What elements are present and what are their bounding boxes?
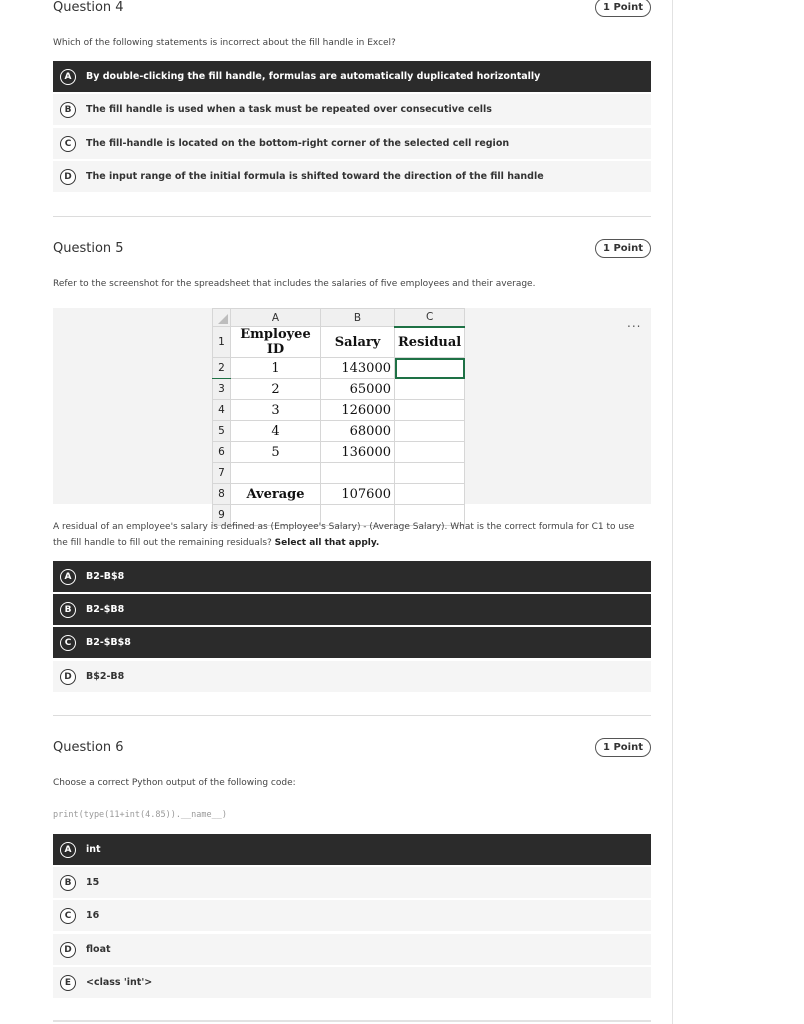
option-label: The fill handle is used when a task must be repeated over consecutive cells bbox=[86, 104, 492, 115]
option-letter-badge: C bbox=[60, 136, 76, 152]
python-code-snippet: print(type(11+int(4.85)).__name__) bbox=[53, 810, 227, 820]
question-5-title: Question 5 bbox=[53, 241, 124, 256]
option-label: <class 'int'> bbox=[86, 977, 153, 988]
option-letter-badge: A bbox=[60, 569, 76, 585]
right-border-rule bbox=[672, 0, 673, 1024]
option-label: By double-clicking the fill handle, formulas are automatically duplicated horizontally bbox=[86, 71, 541, 82]
q6-option-a[interactable] bbox=[53, 834, 651, 865]
cell-a7 bbox=[231, 463, 321, 484]
option-letter-badge: D bbox=[60, 942, 76, 958]
option-label: 15 bbox=[86, 877, 100, 888]
cell-a5: 4 bbox=[231, 421, 321, 442]
cell-b5: 68000 bbox=[321, 421, 395, 442]
question-6-title: Question 6 bbox=[53, 740, 124, 755]
q6-option-e[interactable] bbox=[53, 967, 651, 998]
q5-option-c[interactable] bbox=[53, 627, 651, 658]
row-number: 5 bbox=[213, 421, 231, 442]
cell-a3: 2 bbox=[231, 379, 321, 400]
option-letter-badge: C bbox=[60, 908, 76, 924]
spreadsheet-row bbox=[213, 484, 465, 505]
option-letter-badge: D bbox=[60, 669, 76, 685]
question-5-description bbox=[53, 519, 651, 551]
row-number: 9 bbox=[213, 505, 231, 526]
cell-c3 bbox=[395, 379, 465, 400]
option-letter-badge: E bbox=[60, 975, 76, 991]
cell-c6 bbox=[395, 442, 465, 463]
q6-option-b[interactable] bbox=[53, 867, 651, 898]
cell-c8 bbox=[395, 484, 465, 505]
spreadsheet-column-header-row bbox=[213, 309, 465, 327]
option-letter-badge: A bbox=[60, 842, 76, 858]
cell-b8: 107600 bbox=[321, 484, 395, 505]
q5-option-d[interactable] bbox=[53, 661, 651, 692]
option-label: The input range of the initial formula is shifted toward the direction of the fill handle bbox=[86, 171, 544, 182]
q5-option-a[interactable] bbox=[53, 561, 651, 592]
question-5-prompt: Refer to the screenshot for the spreadsheet that includes the salaries of five employees and their average. bbox=[53, 279, 536, 289]
row-number: 2 bbox=[213, 358, 231, 379]
option-letter-badge: B bbox=[60, 602, 76, 618]
question-5-points-badge: 1 Point bbox=[595, 239, 651, 258]
cell-b1: Salary bbox=[321, 327, 395, 358]
cell-a4: 3 bbox=[231, 400, 321, 421]
question-6-points-badge: 1 Point bbox=[595, 738, 651, 757]
option-letter-badge: B bbox=[60, 102, 76, 118]
option-label: The fill-handle is located on the bottom-right corner of the selected cell region bbox=[86, 138, 510, 149]
more-options-icon[interactable]: ... bbox=[627, 316, 642, 330]
select-all-instruction: Select all that apply. bbox=[274, 538, 380, 548]
cell-c5 bbox=[395, 421, 465, 442]
spreadsheet-row bbox=[213, 379, 465, 400]
cell-c2-active bbox=[395, 358, 465, 379]
q6-option-d[interactable] bbox=[53, 934, 651, 965]
q5-option-b[interactable] bbox=[53, 594, 651, 625]
spreadsheet-row bbox=[213, 421, 465, 442]
option-label: float bbox=[86, 944, 111, 955]
cell-c1: Residual bbox=[395, 327, 465, 358]
option-label: B2-B$8 bbox=[86, 571, 125, 582]
row-number: 1 bbox=[213, 327, 231, 358]
option-label: int bbox=[86, 844, 101, 855]
q4-option-d[interactable] bbox=[53, 161, 651, 192]
spreadsheet-row bbox=[213, 358, 465, 379]
question-6-prompt: Choose a correct Python output of the following code: bbox=[53, 778, 296, 788]
question-divider bbox=[53, 715, 651, 716]
question-divider bbox=[53, 216, 651, 217]
option-letter-badge: B bbox=[60, 875, 76, 891]
spreadsheet-table bbox=[212, 308, 465, 526]
cell-c4 bbox=[395, 400, 465, 421]
q4-option-b[interactable] bbox=[53, 94, 651, 125]
column-header-b: B bbox=[321, 309, 395, 327]
cell-b3: 65000 bbox=[321, 379, 395, 400]
q6-option-c[interactable] bbox=[53, 900, 651, 931]
bottom-divider bbox=[53, 1020, 651, 1022]
row-number: 7 bbox=[213, 463, 231, 484]
option-label: B2-$B8 bbox=[86, 604, 125, 615]
spreadsheet-row bbox=[213, 463, 465, 484]
option-letter-badge: A bbox=[60, 69, 76, 85]
cell-a2: 1 bbox=[231, 358, 321, 379]
column-header-a: A bbox=[231, 309, 321, 327]
spreadsheet-row bbox=[213, 327, 465, 358]
option-letter-badge: D bbox=[60, 169, 76, 185]
row-number: 6 bbox=[213, 442, 231, 463]
row-number: 3 bbox=[213, 379, 231, 400]
q4-option-c[interactable] bbox=[53, 128, 651, 159]
option-label: B2-$B$8 bbox=[86, 637, 131, 648]
spreadsheet-row bbox=[213, 400, 465, 421]
row-number: 8 bbox=[213, 484, 231, 505]
cell-b6: 136000 bbox=[321, 442, 395, 463]
select-all-corner bbox=[213, 309, 231, 327]
q4-option-a[interactable] bbox=[53, 61, 651, 92]
question-4-points-badge: 1 Point bbox=[595, 0, 651, 17]
row-number: 4 bbox=[213, 400, 231, 421]
spreadsheet-row bbox=[213, 442, 465, 463]
description-text: A residual of an employee's salary is defined as (Employee's Salary) - (Average Salary). What is the correct formula for C1 to use the fill handle to fill out the remaining residuals? bbox=[53, 522, 635, 548]
question-4-prompt: Which of the following statements is incorrect about the fill handle in Excel? bbox=[53, 38, 396, 48]
option-label: 16 bbox=[86, 910, 100, 921]
cell-a1: Employee ID bbox=[231, 327, 321, 358]
cell-a8: Average bbox=[231, 484, 321, 505]
option-letter-badge: C bbox=[60, 635, 76, 651]
cell-b4: 126000 bbox=[321, 400, 395, 421]
cell-b2: 143000 bbox=[321, 358, 395, 379]
option-label: B$2-B8 bbox=[86, 671, 125, 682]
cell-a6: 5 bbox=[231, 442, 321, 463]
question-4-title: Question 4 bbox=[53, 0, 124, 15]
cell-b7 bbox=[321, 463, 395, 484]
spreadsheet-image bbox=[53, 308, 651, 521]
cell-c7 bbox=[395, 463, 465, 484]
column-header-c: C bbox=[395, 309, 465, 327]
